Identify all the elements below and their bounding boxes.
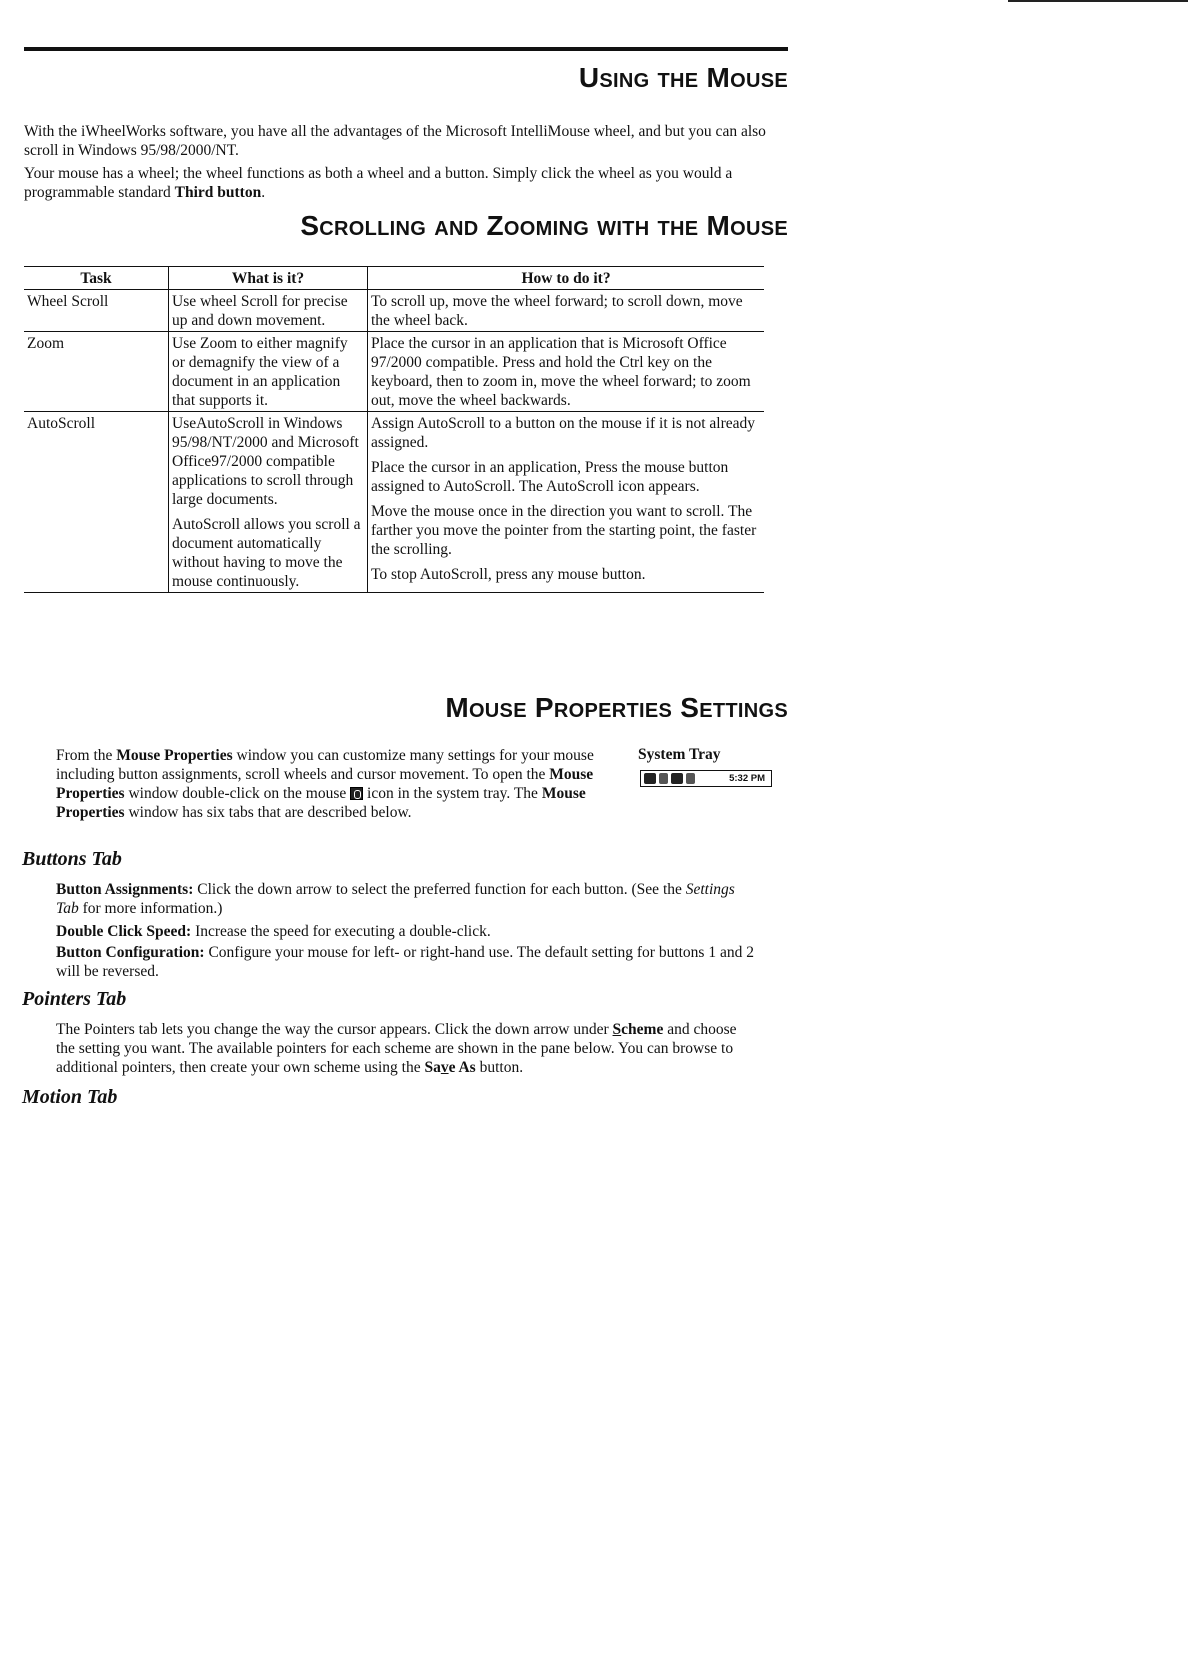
- intro-1-text: With the iWheelWorks software, you have all the advantages of the Microsoft IntelliMouse wheel, and but you can also scroll in Windows 95/98/2000/NT.: [24, 123, 766, 159]
- term-part: Sa: [424, 1059, 441, 1076]
- what-paragraph: Use wheel Scroll for precise up and down movement.: [172, 293, 348, 329]
- intro-2-text: Your mouse has a wheel; the wheel functions as both a wheel and a button. Simply click the wheel as you would a programmable standard: [24, 165, 733, 201]
- button-configuration-item: [56, 943, 756, 981]
- mouse-tray-icon: [350, 787, 363, 800]
- properties-intro: [56, 746, 626, 822]
- double-click-speed-item: [56, 922, 756, 941]
- table-row: [24, 290, 764, 332]
- term-rest: cheme: [621, 1021, 664, 1038]
- task-cell: AutoScroll: [27, 415, 96, 432]
- what-cell: [169, 290, 368, 332]
- definition-text: and choose the setting you want. The available pointers for each scheme are shown in the pane below. You can browse to additional pointers, then create your own scheme using the: [56, 1021, 737, 1076]
- button-assignments-item: [56, 880, 756, 918]
- properties-text: window you can customize many settings for your mouse including button assignments, scroll wheels and cursor movement. To open the: [56, 747, 594, 783]
- how-paragraph: To stop AutoScroll, press any mouse button.: [371, 566, 646, 583]
- section-title-using-mouse: Using the Mouse: [578, 62, 788, 93]
- speaker-icon: [686, 773, 695, 784]
- subheading-buttons-tab: Buttons Tab: [22, 848, 122, 870]
- properties-term: Mouse Properties: [56, 785, 586, 821]
- task-cell: Zoom: [24, 332, 169, 412]
- header-rule: [24, 47, 788, 51]
- how-paragraph: To scroll up, move the wheel forward; to scroll down, move the wheel back.: [371, 293, 743, 329]
- page-edge-line: [1008, 0, 1188, 2]
- section-title-scrolling: Scrolling and Zooming with the Mouse: [300, 210, 788, 241]
- what-paragraph: UseAutoScroll in Windows 95/98/NT/2000 and Microsoft Office97/2000 compatible applications to scroll through large documents.: [172, 415, 359, 508]
- subheading-pointers-tab: Pointers Tab: [22, 988, 127, 1010]
- how-paragraph: Place the cursor in an application that is Microsoft Office 97/2000 compatible. Press and hold the Ctrl key on the keyboard, then to zoom in, move the wheel forward; to zoom out, move the wheel backwards.: [371, 335, 751, 409]
- what-cell: [169, 412, 368, 593]
- how-paragraph: Assign AutoScroll to a button on the mouse if it is not already assigned.: [371, 415, 756, 451]
- definition-text: button.: [475, 1059, 524, 1076]
- how-cell: [368, 412, 765, 593]
- section-title-mouse-properties: Mouse Properties Settings: [445, 692, 788, 723]
- term-label: Button Configuration:: [56, 944, 205, 961]
- how-paragraph: Place the cursor in an application, Press the mouse button assigned to AutoScroll. The AutoScroll icon appears.: [371, 459, 729, 495]
- task-cell: Wheel Scroll: [24, 290, 169, 332]
- properties-text: From the: [56, 747, 117, 764]
- how-paragraph: Move the mouse once in the direction you want to scroll. The farther you move the pointer from the starting point, the faster the scrolling.: [371, 503, 757, 558]
- table-row: [24, 412, 764, 593]
- settings-tab-reference: Settings Tab: [56, 881, 735, 917]
- intro-paragraph-1: [24, 122, 774, 160]
- definition-text: Increase the speed for executing a double-click.: [191, 923, 491, 940]
- tray-clock: 5:32 PM: [729, 773, 765, 784]
- term-part: e As: [448, 1059, 476, 1076]
- third-button-term: Third button: [174, 184, 262, 201]
- properties-term: Mouse Properties: [116, 747, 233, 764]
- definition-text: The Pointers tab lets you change the way the cursor appears. Click the down arrow under: [56, 1021, 613, 1038]
- scheme-term: [613, 1021, 664, 1038]
- properties-text: window has six tabs that are described below.: [124, 804, 412, 821]
- definition-text: Configure your mouse for left- or right-hand use. The default setting for buttons 1 and 2 will be reversed.: [56, 944, 754, 980]
- what-paragraph: Use Zoom to either magnify or demagnify the view of a document in an application that supports it.: [172, 335, 348, 409]
- term-label: Double Click Speed:: [56, 923, 192, 940]
- term-label: Button Assignments:: [56, 881, 194, 898]
- properties-text: window double-click on the mouse: [124, 785, 351, 802]
- definition-text: for more information.): [78, 900, 223, 917]
- what-cell: [169, 332, 368, 412]
- save-as-term: [424, 1059, 475, 1076]
- mnemonic: S: [612, 1021, 622, 1038]
- table-row: [24, 332, 764, 412]
- column-header: Task: [24, 267, 169, 290]
- subheading-motion-tab: Motion Tab: [22, 1086, 118, 1108]
- system-tray-label: System Tray: [638, 746, 721, 763]
- intro-paragraph-2: [24, 164, 774, 202]
- mouse-icon: [644, 773, 656, 784]
- intro-2-end: .: [261, 184, 266, 201]
- how-cell: [368, 290, 765, 332]
- volume-icon: [671, 773, 683, 784]
- pointers-description: [56, 1020, 756, 1077]
- properties-text: icon in the system tray. The: [363, 785, 542, 802]
- properties-term: Mouse Properties: [56, 766, 594, 802]
- how-cell: [368, 332, 765, 412]
- table-header-row: [24, 267, 764, 290]
- scroll-zoom-table: [24, 266, 764, 593]
- definition-text: Click the down arrow to select the preferred function for each button. (See the: [193, 881, 686, 898]
- mnemonic: v: [440, 1059, 449, 1076]
- network-icon: [659, 773, 668, 784]
- system-tray-image: [640, 770, 772, 787]
- what-paragraph: AutoScroll allows you scroll a document automatically without having to move the mouse continuously.: [172, 516, 361, 590]
- column-header: How to do it?: [368, 267, 765, 290]
- column-header: What is it?: [169, 267, 368, 290]
